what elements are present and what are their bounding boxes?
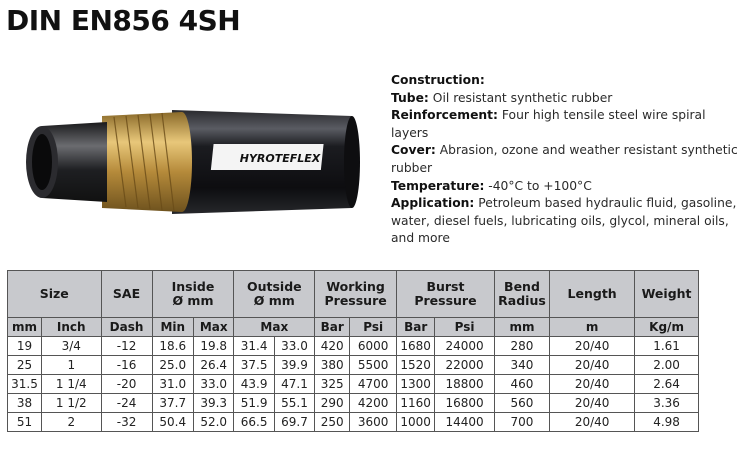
table-row — [8, 413, 699, 432]
table-cell: 52.0 — [194, 413, 234, 432]
table-cell: 1 1/2 — [42, 394, 102, 413]
table-cell: 460 — [494, 375, 549, 394]
table-cell: 51 — [8, 413, 42, 432]
table-cell: 19 — [8, 337, 42, 356]
unit-header: Kg/m — [635, 318, 699, 337]
hydraulic-hose-image — [22, 102, 362, 222]
table-cell: 325 — [315, 375, 350, 394]
table-cell: 20/40 — [550, 337, 635, 356]
table-cell: 700 — [494, 413, 549, 432]
unit-header: Inch — [42, 318, 102, 337]
construction-heading: Construction: — [391, 73, 485, 87]
table-cell: 25.0 — [152, 356, 193, 375]
table-cell: 50.4 — [152, 413, 193, 432]
table-cell: 20/40 — [550, 375, 635, 394]
table-cell: 33.0 — [274, 337, 314, 356]
table-cell: 3600 — [350, 413, 397, 432]
table-cell: 2.64 — [635, 375, 699, 394]
table-cell: -32 — [101, 413, 152, 432]
tube-value: Oil resistant synthetic rubber — [432, 90, 613, 105]
table-row — [8, 394, 699, 413]
table-cell: 47.1 — [274, 375, 314, 394]
table-cell: 6000 — [350, 337, 397, 356]
table-cell: 1300 — [397, 375, 435, 394]
table-cell: 31.0 — [152, 375, 193, 394]
table-cell: -20 — [101, 375, 152, 394]
unit-header: Min — [152, 318, 193, 337]
tube-label: Tube: — [391, 90, 429, 105]
table-cell: 37.5 — [234, 356, 274, 375]
unit-header: Bar — [315, 318, 350, 337]
unit-header: Psi — [435, 318, 495, 337]
unit-header: Dash — [101, 318, 152, 337]
table-cell: 3/4 — [42, 337, 102, 356]
table-cell: 420 — [315, 337, 350, 356]
table-cell: 20/40 — [550, 413, 635, 432]
table-cell: 14400 — [435, 413, 495, 432]
header-bend-radius — [494, 271, 549, 318]
table-cell: 69.7 — [274, 413, 314, 432]
header-weight: Weight — [635, 271, 699, 318]
header-working-pressure — [315, 271, 397, 318]
table-cell: 37.7 — [152, 394, 193, 413]
unit-header: Psi — [350, 318, 397, 337]
table-cell: 25 — [8, 356, 42, 375]
cover-value: Abrasion, ozone and weather resistant synthetic rubber — [391, 143, 738, 175]
table-cell: 20/40 — [550, 394, 635, 413]
table-cell: 55.1 — [274, 394, 314, 413]
header-outside — [234, 271, 315, 318]
table-cell: 1 1/4 — [42, 375, 102, 394]
table-cell: 4.98 — [635, 413, 699, 432]
table-cell: 1160 — [397, 394, 435, 413]
header-burst-line1: Burst — [426, 279, 465, 294]
brand-label: HYROTEFLEX — [239, 152, 321, 165]
table-cell: 280 — [494, 337, 549, 356]
table-cell: 1.61 — [635, 337, 699, 356]
table-cell: 66.5 — [234, 413, 274, 432]
table-cell: 16800 — [435, 394, 495, 413]
unit-header: Max — [234, 318, 315, 337]
table-cell: 39.3 — [194, 394, 234, 413]
table-cell: 26.4 — [194, 356, 234, 375]
table-cell: 33.0 — [194, 375, 234, 394]
table-cell: 2.00 — [635, 356, 699, 375]
table-cell: 4200 — [350, 394, 397, 413]
table-cell: 250 — [315, 413, 350, 432]
table-cell: 5500 — [350, 356, 397, 375]
header-size: Size — [8, 271, 102, 318]
table-cell: 4700 — [350, 375, 397, 394]
temperature-label: Temperature: — [391, 178, 485, 193]
table-row — [8, 337, 699, 356]
header-outside-line2: Ø mm — [253, 293, 295, 308]
header-inside-line2: Ø mm — [172, 293, 214, 308]
reinforcement-value: Four high tensile steel wire spiral layers — [391, 108, 706, 140]
header-length: Length — [550, 271, 635, 318]
table-cell: -24 — [101, 394, 152, 413]
cover-label: Cover: — [391, 143, 436, 158]
table-cell: 18.6 — [152, 337, 193, 356]
table-cell: 3.36 — [635, 394, 699, 413]
table-cell: 1000 — [397, 413, 435, 432]
page-title: DIN EN856 4SH — [6, 4, 241, 37]
header-inside-line1: Inside — [171, 279, 215, 294]
table-cell: 31.4 — [234, 337, 274, 356]
table-row — [8, 375, 699, 394]
table-cell: 1 — [42, 356, 102, 375]
table-cell: 340 — [494, 356, 549, 375]
unit-header: mm — [8, 318, 42, 337]
table-cell: 1520 — [397, 356, 435, 375]
table-cell: 560 — [494, 394, 549, 413]
table-cell: 24000 — [435, 337, 495, 356]
specifications — [391, 72, 743, 248]
table-cell: 18800 — [435, 375, 495, 394]
application-label: Application: — [391, 196, 475, 211]
unit-header: Bar — [397, 318, 435, 337]
header-bend-line1: Bend — [504, 279, 540, 294]
unit-header: m — [550, 318, 635, 337]
table-cell: 51.9 — [234, 394, 274, 413]
header-burst-line2: Pressure — [414, 293, 477, 308]
header-working-line2: Pressure — [324, 293, 387, 308]
table-cell: 38 — [8, 394, 42, 413]
table-group-header-row — [8, 271, 699, 318]
table-cell: 22000 — [435, 356, 495, 375]
table-cell: 43.9 — [234, 375, 274, 394]
table-cell: 290 — [315, 394, 350, 413]
table-cell: 19.8 — [194, 337, 234, 356]
reinforcement-label: Reinforcement: — [391, 108, 498, 123]
table-cell: -12 — [101, 337, 152, 356]
steel-wire-layer — [102, 112, 182, 212]
header-outside-line1: Outside — [246, 279, 302, 294]
header-inside — [152, 271, 234, 318]
hose-spec-table — [7, 270, 699, 432]
table-cell: 39.9 — [274, 356, 314, 375]
header-bend-line2: Radius — [498, 293, 546, 308]
header-working-line1: Working — [326, 279, 385, 294]
header-sae: SAE — [101, 271, 152, 318]
unit-header: mm — [494, 318, 549, 337]
table-cell: 2 — [42, 413, 102, 432]
table-cell: 31.5 — [8, 375, 42, 394]
table-cell: 380 — [315, 356, 350, 375]
temperature-value: -40°C to +100°C — [488, 178, 592, 193]
table-cell: 20/40 — [550, 356, 635, 375]
table-cell: -16 — [101, 356, 152, 375]
application-value: Petroleum based hydraulic fluid, gasoline, water, diesel fuels, lubricating oils, glycol, mineral oils, and more — [391, 196, 737, 246]
table-cell: 1680 — [397, 337, 435, 356]
table-row — [8, 356, 699, 375]
unit-header: Max — [194, 318, 234, 337]
header-burst-pressure — [397, 271, 495, 318]
table-unit-header-row — [8, 318, 699, 337]
